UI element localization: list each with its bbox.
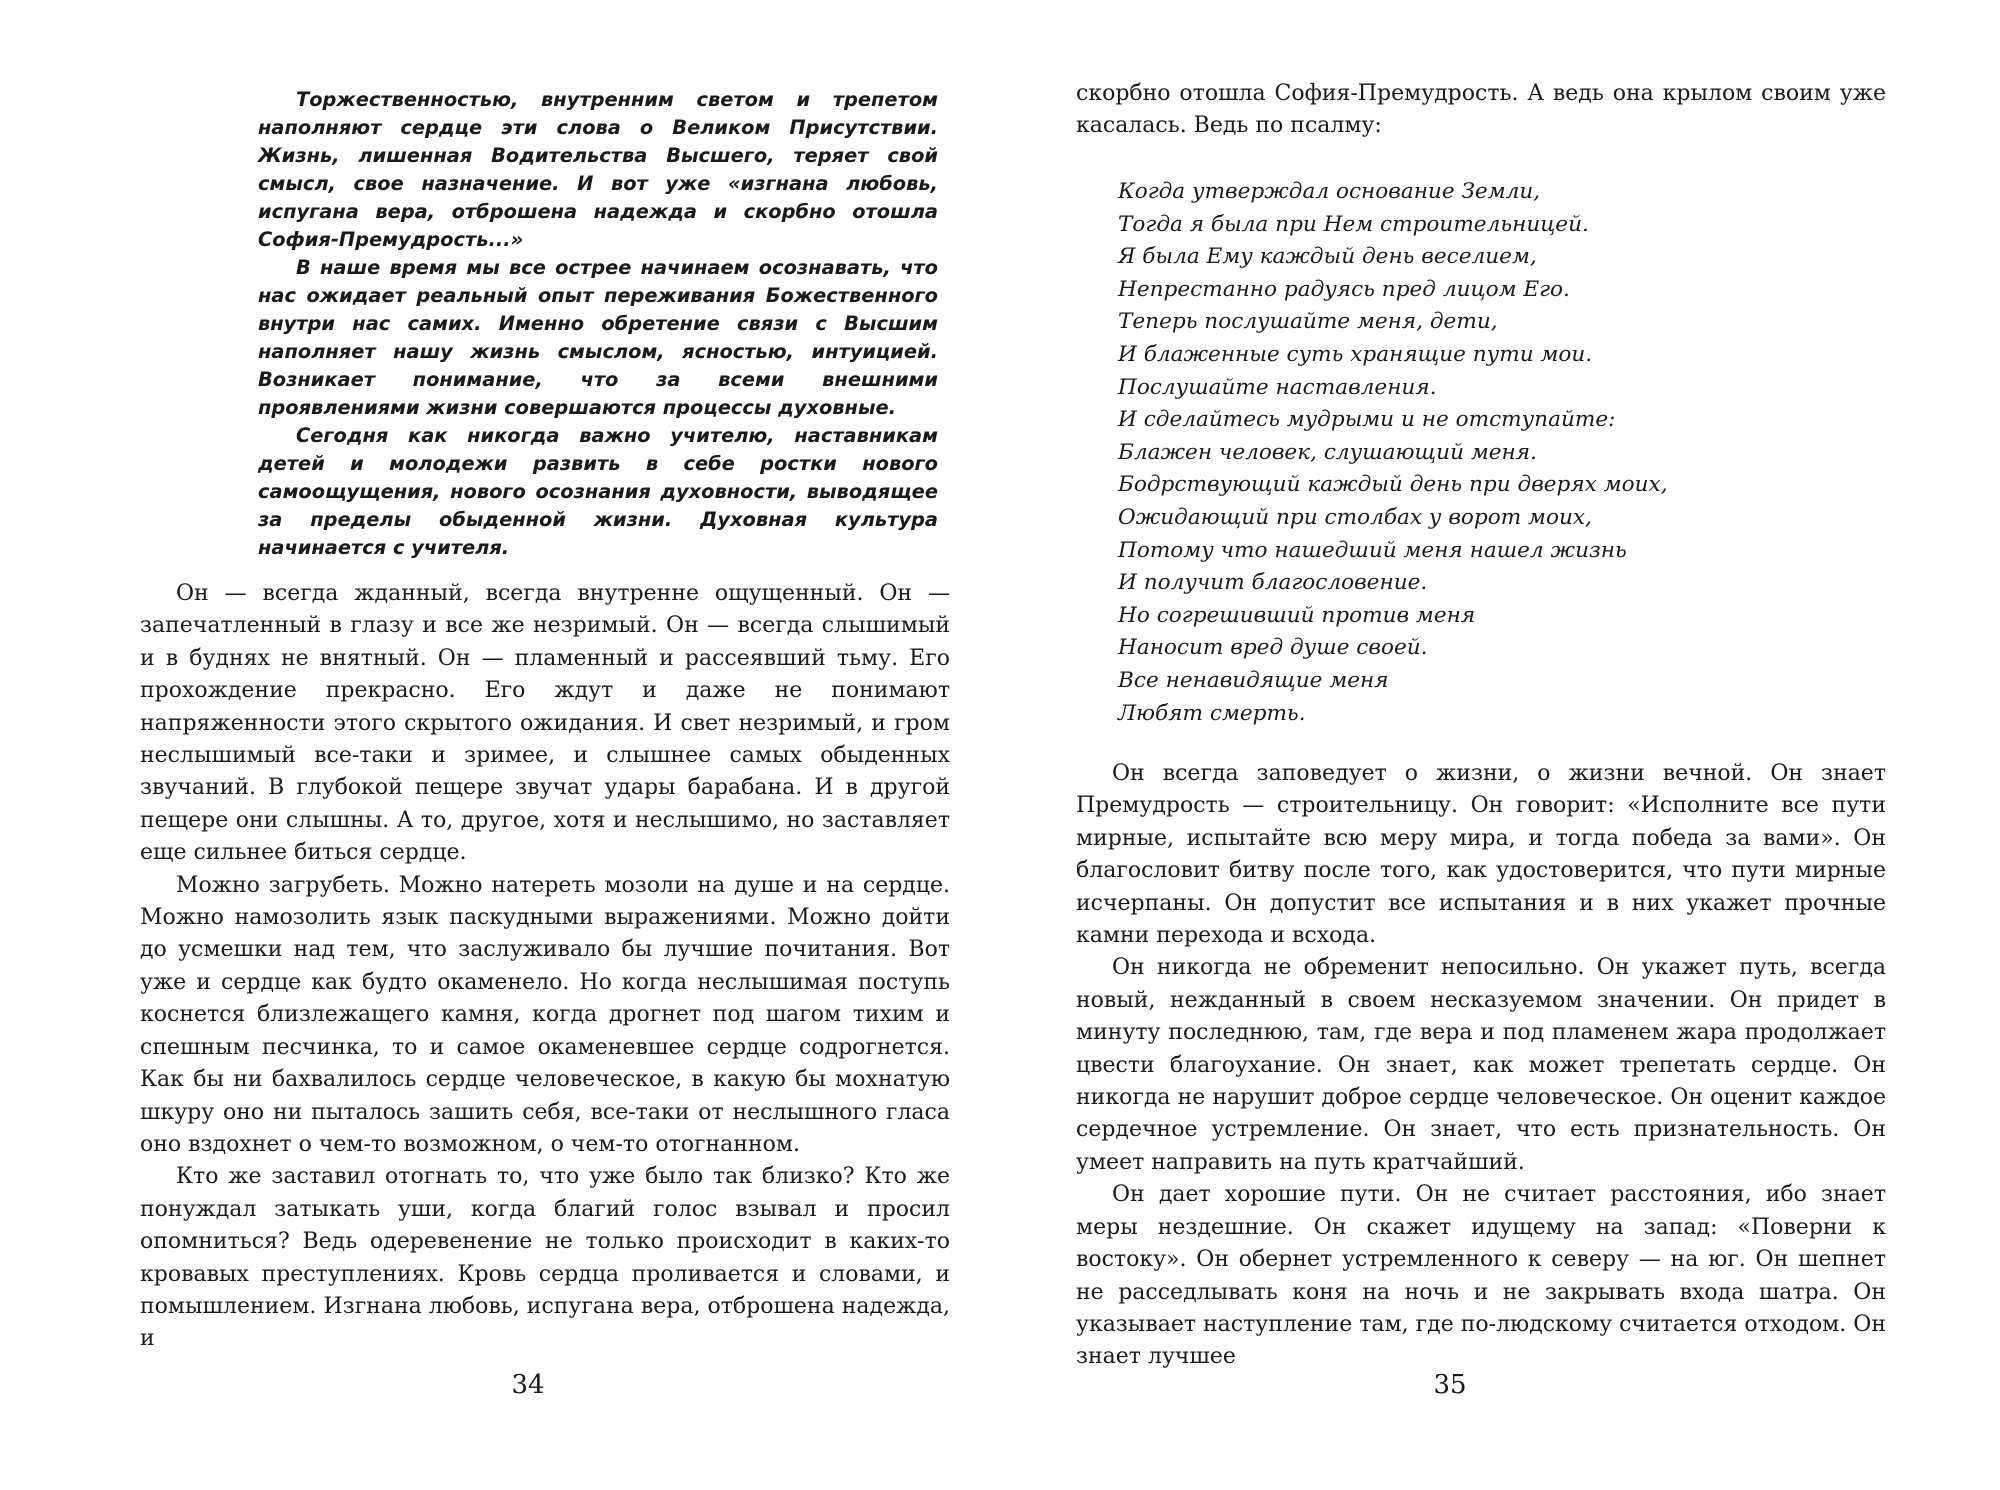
psalm-poem — [1118, 176, 1818, 730]
poem-line: Послушайте наставления. — [1118, 374, 1437, 400]
page-number-left: 34 — [511, 1370, 545, 1400]
body-paragraph: Кто же заставил отогнать то, что уже было так близко? Кто же понуждал затыкать уши, когда благий голос взывал и просил опомниться? Ведь одеревенение не только происходит в каких-то кровавых преступлениях. Кровь сердца проливается и словами, и помышлением. Изгнана любовь, испугана вера, отброшена надежда, и — [140, 1164, 950, 1352]
poem-line: Все ненавидящие меня — [1118, 667, 1389, 693]
intro-paragraph: скорбно отошла София-Премудрость. А ведь она крылом своим уже касалась. Ведь по псалму: — [1076, 81, 1886, 139]
poem-line: Потому что нашедший меня нашел жизнь — [1118, 537, 1627, 563]
epigraph — [258, 86, 938, 562]
poem-line: Теперь послушайте меня, дети, — [1118, 309, 1498, 335]
poem-line: Ожидающий при столбах у ворот моих, — [1118, 504, 1592, 530]
body-paragraph: Он — всегда жданный, всегда внутренне ощущенный. Он — запечатленный в глазу и все же незримый. Он — всегда слышимый и в буднях не внятный. Он — пламенный и рассеявший тьму. Его прохождение прекрасно. Его ждут и даже не понимают напряженности этого скрытого ожидания. И свет незримый, и гром неслышимый все-таки и зримее, и слышнее самых обыденных звучаний. В глубокой пещере звучат удары барабана. И в другой пещере они слышны. А то, другое, хотя и неслышимо, но заставляет еще сильнее биться сердце. — [140, 581, 950, 866]
poem-line: И сделайтесь мудрыми и не отступайте: — [1118, 407, 1616, 433]
body-paragraph: Можно загрубеть. Можно натереть мозоли на душе и на сердце. Можно намозолить язык паскудными выражениями. Можно дойти до усмешки над тем, что заслуживало бы лучшие почитания. Вот уже и сердце как будто окаменело. Но когда неслышимая поступь коснется близлежащего камня, когда дрогнет под шагом тихим и спешным песчинка, то и самое окаменевшее сердце содрогнется. Как бы ни бахвалилось сердце человеческое, в какую бы мохнатую шкуру оно ни пыталось зашить себя, все-таки от неслышного гласа оно вздохнет о чем-то возможном, о чем-то отогнанном. — [140, 872, 950, 1157]
poem-line: Я была Ему каждый день веселием, — [1118, 244, 1537, 270]
epigraph-paragraph: В наше время мы все острее начинаем осознавать, что нас ожидает реальный опыт переживания Божественного внутри нас самих. Именно обретение связи с Высшим наполняет нашу жизнь смыслом, ясностью, интуицией. Возникает понимание, что за всеми внешними проявлениями жизни совершаются процессы духовные. — [258, 256, 938, 419]
poem-line: Но согрешивший против меня — [1118, 602, 1476, 628]
right-intro-text — [1076, 78, 1886, 143]
body-paragraph: Он дает хорошие пути. Он не считает расстояния, ибо знает меры нездешние. Он скажет идущему на запад: «Поверни к востоку». Он обернет устремленного к северу — на юг. Он шепнет не расседлывать коня на ночь и не закрывать входа шатра. Он указывает наступление там, где по-людскому считается отходом. Он знает лучшее — [1076, 1182, 1886, 1370]
poem-line: Непрестанно радуясь пред лицом Его. — [1118, 276, 1570, 302]
body-paragraph: Он никогда не обременит непосильно. Он укажет путь, всегда новый, нежданный в своем несказуемом значении. Он придет в минуту последнюю, там, где вера и под пламенем жара продолжает цвести благоухание. Он знает, как может трепетать сердце. Он никогда не нарушит доброе сердце человеческое. Он оценит каждое сердечное устремление. Он знает, что есть признательность. Он умеет направить на путь кратчайший. — [1076, 955, 1886, 1175]
poem-line: Блажен человек, слушающий меня. — [1118, 439, 1537, 465]
epigraph-paragraph: Торжественностью, внутренним светом и трепетом наполняют сердце эти слова о Великом Присутствии. Жизнь, лишенная Водительства Высшего, теряет свой смысл, свое назначение. И вот уже «изгнана любовь, испугана вера, отброшена надежда и скорбно отошла София-Премудрость...» — [258, 88, 938, 251]
poem-line: И блаженные суть хранящие пути мои. — [1118, 341, 1593, 367]
poem-line: Наносит вред душе своей. — [1118, 635, 1428, 661]
page-number-right: 35 — [1433, 1370, 1467, 1400]
epigraph-paragraph: Сегодня как никогда важно учителю, наставникам детей и молодежи развить в себе ростки нового самоощущения, нового осознания духовности, выводящее за пределы обыденной жизни. Духовная культура начинается с учителя. — [258, 424, 938, 559]
left-body-text — [140, 578, 950, 1356]
poem-line: Любят смерть. — [1118, 700, 1306, 726]
body-paragraph: Он всегда заповедует о жизни, о жизни вечной. Он знает Премудрость — строительницу. Он говорит: «Исполните все пути мирные, испытайте всю меру мира, и тогда победа за вами». Он благословит битву после того, как удостоверится, что пути мирные исчерпаны. Он допустит все испытания и в них укажет прочные камни перехода и всхода. — [1076, 761, 1886, 949]
right-page — [1000, 0, 2000, 1490]
right-body-text — [1076, 758, 1886, 1374]
poem-line: И получит благословение. — [1118, 570, 1428, 596]
poem-line: Бодрствующий каждый день при дверях моих, — [1118, 472, 1668, 498]
poem-line: Когда утверждал основание Земли, — [1118, 179, 1541, 204]
poem-line: Тогда я была при Нем строительницей. — [1118, 211, 1589, 237]
